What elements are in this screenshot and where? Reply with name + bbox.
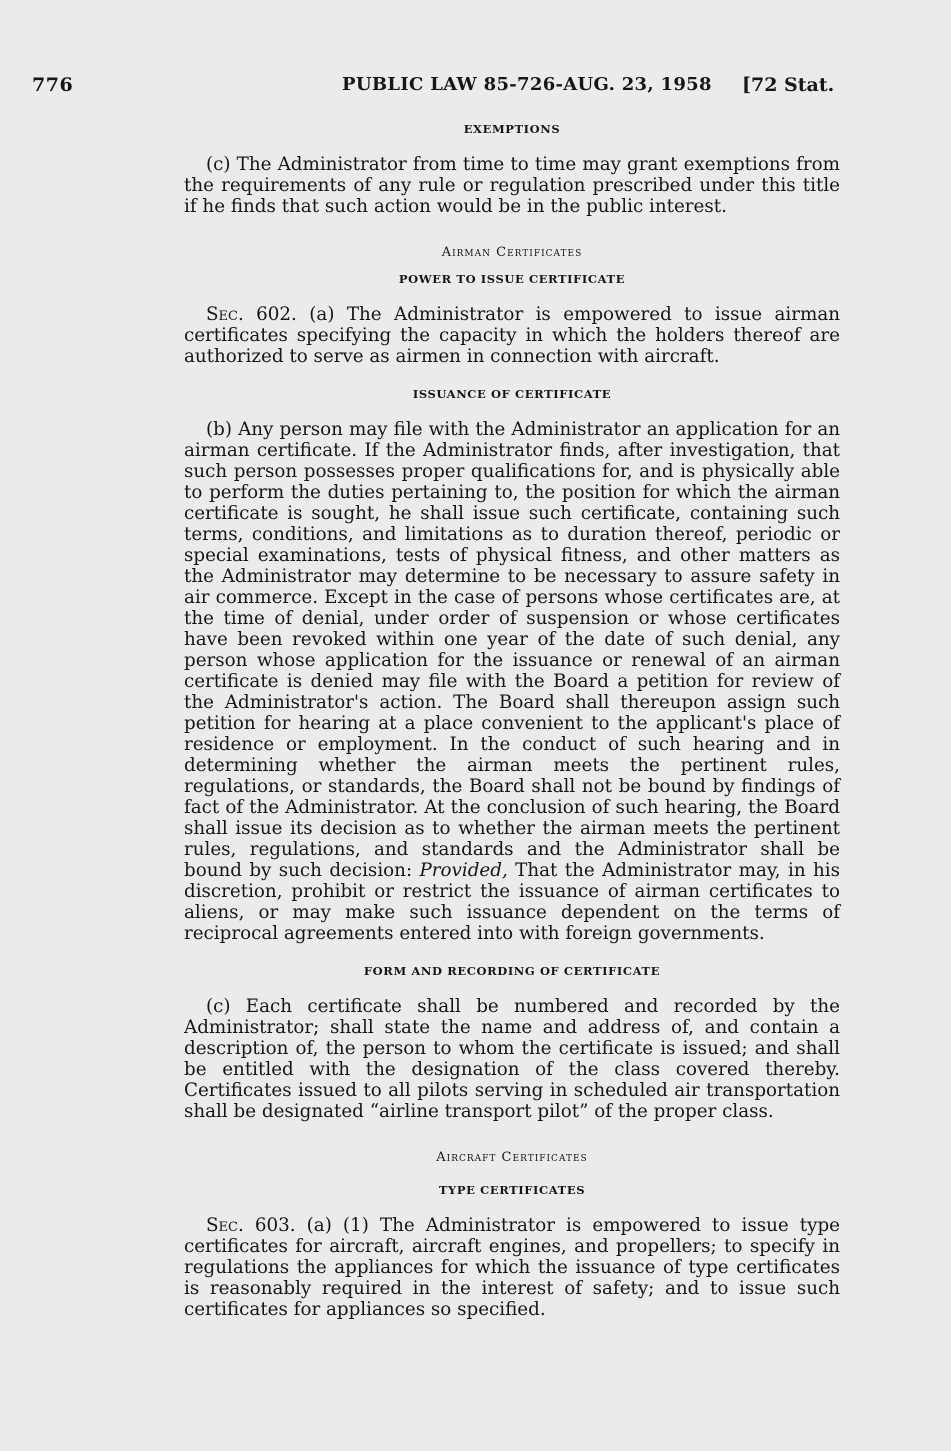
- section-602b-paragraph: [184, 419, 840, 944]
- section-602a-paragraph: [184, 304, 840, 367]
- section-602b-text: (b) Any person may file with the Administrator an application for an airman certificate. If the Administrator finds, after investigation, that such person possesses proper qualifications for, and is physically able to perform the duties pertaining to, the position for which the airman certificate is sought, he shall issue such certificate, containing such terms, conditions, and limitations as to duration thereof, periodic or special examinations, tests of physical fitness, and other matters as the Administrator may determine to be necessary to assure safety in air commerce. Except in the case of persons whose certificates are, at the time of denial, under order of suspension or whose certificates have been revoked within one year of the date of such denial, any person whose application for the issuance or renewal of an airman certificate is denied may file with the Board a petition for review of the Administrator's action. The Board shall thereupon assign such petition for hearing at a place convenient to the applicant's place of residence or employment. In the conduct of such hearing and in determining whether the airman meets the pertinent rules, regulations, or standards, the Board shall not be bound by findings of fact of the Administrator. At the conclusion of such hearing, the Board shall issue its decision as to whether the airman meets the pertinent rules, regulations, and standards and the Administrator shall be bound by such decision:: [184, 419, 840, 881]
- issuance-caption: ISSUANCE OF CERTIFICATE: [412, 387, 612, 401]
- power-to-issue-caption: POWER TO ISSUE CERTIFICATE: [398, 272, 626, 286]
- type-certificates-caption: TYPE CERTIFICATES: [438, 1183, 586, 1197]
- section-602-lead: Sec. 602.: [206, 304, 297, 325]
- section-602c-paragraph: (c) Each certificate shall be numbered and recorded by the Administrator; shall state the name and address of, and contain a description of, the person to whom the certificate is issued; and shall be entitled with the designation of the class covered thereby. Certificates issued to all pilots serving in scheduled air transportation shall be designated “airline transport pilot” of the proper class.: [184, 996, 840, 1122]
- section-603a-text: (a) (1) The Administrator is empowered to issue type certificates for aircraft, aircraft engines, and propellers; to specify in regulations the appliances for which the issuance of type certificates is reasonably required in the interest of safety; and to issue such certificates for appliances so specified.: [184, 1215, 840, 1320]
- exemptions-paragraph: (c) The Administrator from time to time may grant exemptions from the requirements of any rule or regulation prescribed under this title if he finds that such action would be in the public interest.: [184, 154, 840, 217]
- section-603a-paragraph: [184, 1215, 840, 1320]
- form-recording-caption: FORM AND RECORDING OF CERTIFICATE: [363, 964, 661, 978]
- statute-reference: [72 Stat.: [742, 74, 835, 96]
- page-header: [32, 74, 872, 104]
- aircraft-certificates-heading: Aircraft Certificates: [436, 1150, 588, 1165]
- section-602a-text: (a) The Administrator is empowered to issue airman certificates specifying the capacity in which the holders thereof are authorized to serve as airmen in connection with aircraft.: [184, 304, 840, 367]
- page-body: [184, 118, 840, 1320]
- section-603-lead: Sec. 603.: [206, 1215, 296, 1236]
- section-602b-proviso-text: That the Administrator may, in his discretion, prohibit or restrict the issuance of airman certificates to aliens, or may make such issuance dependent on the terms of reciprocal agreements entered into with foreign governments.: [184, 860, 840, 944]
- exemptions-caption: EXEMPTIONS: [463, 122, 561, 136]
- running-head: PUBLIC LAW 85-726-AUG. 23, 1958: [342, 74, 712, 95]
- proviso-word: Provided,: [419, 860, 508, 881]
- airman-certificates-heading: Airman Certificates: [441, 245, 583, 260]
- page-number: 776: [32, 74, 74, 96]
